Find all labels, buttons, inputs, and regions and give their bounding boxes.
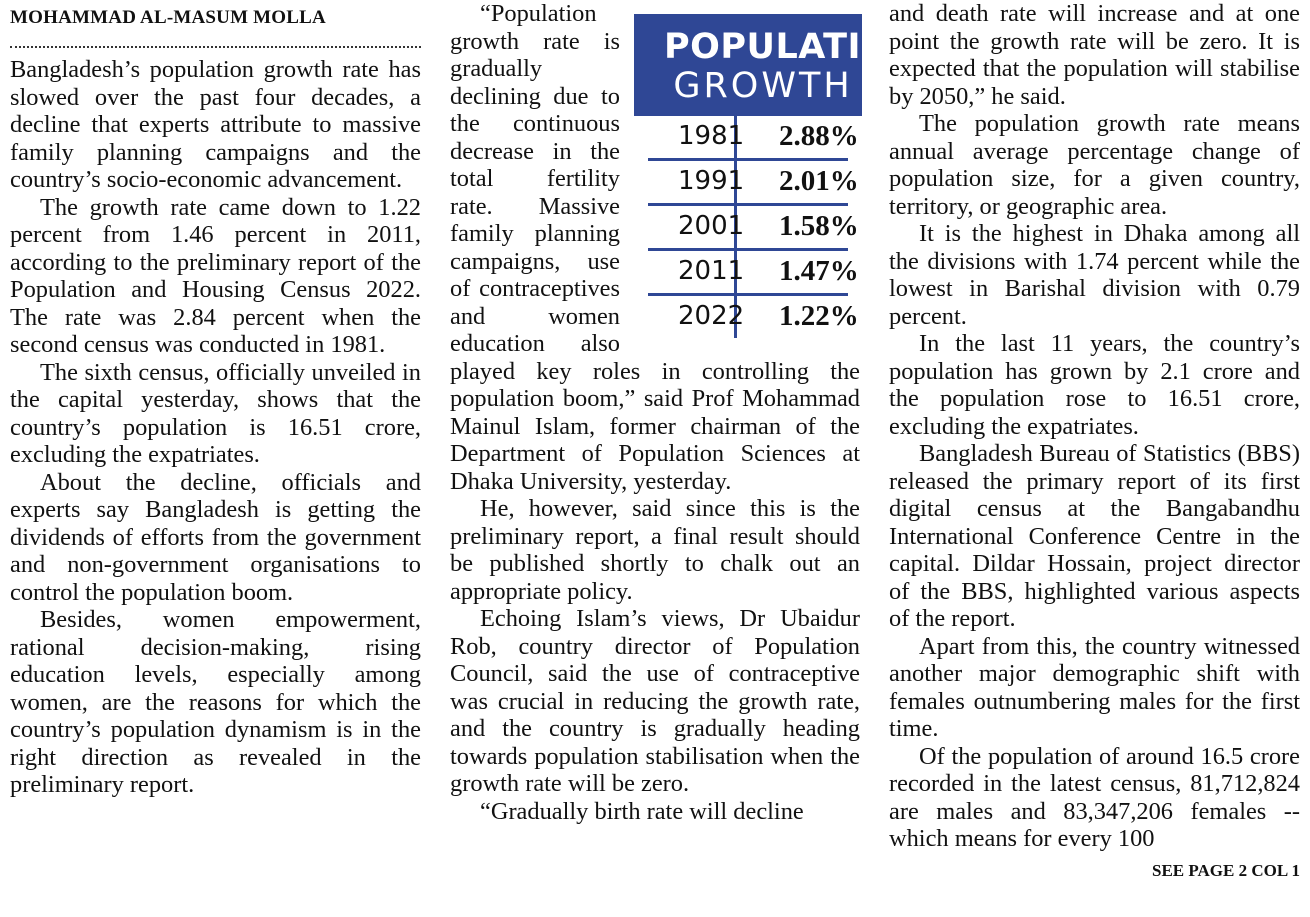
infographic-row-2022 xyxy=(648,296,859,338)
infographic-header xyxy=(634,14,922,116)
paragraph-text: “Population growth rate is gradually declining due to the continuous decrease in the total fertility rate. Massive family planning campaigns, use of contraceptives and women education also played key roles in controlling the population boom,” said Prof Mohammad Mainul Islam, former chairman of the Department of Population Sciences at Dhaka University, yesterday. xyxy=(450,0,860,495)
paragraph: In the last 11 years, the country’s population has grown by 2.1 crore and the population rose to 16.51 crore, excluding the expatriates. xyxy=(889,330,1300,440)
paragraph: Bangladesh’s population growth rate has slowed over the past four decades, a decline that experts attribute to massive family planning campaigns and the country’s socio-economic advancement. xyxy=(10,56,421,193)
row-rate: 2.88% xyxy=(779,120,859,153)
row-year: 2022 xyxy=(648,296,737,338)
paragraph: Apart from this, the country witnessed another major demographic shift with females outnumbering males for the first time. xyxy=(889,632,1300,742)
population-growth-infographic xyxy=(634,14,922,338)
paragraph: The population growth rate means annual average percentage change of population size, for a given country, territory, or geographic area. xyxy=(889,110,1300,220)
paragraph xyxy=(450,0,922,495)
paragraph: “Gradually birth rate will decline xyxy=(480,797,804,825)
paragraph: About the decline, officials and experts say Bangladesh is getting the dividends of efforts from the government and non-government organisations to control the population boom. xyxy=(10,468,421,606)
paragraph: The sixth census, officially unveiled in the capital yesterday, shows that the country’s population is 16.51 crore, excluding the expatriates. xyxy=(10,358,421,468)
paragraph: It is the highest in Dhaka among all the divisions with 1.74 percent while the lowest in Barishal division with 0.79 percent. xyxy=(889,220,1300,330)
paragraph: Bangladesh Bureau of Statistics (BBS) released the primary report of its first digital census at the Bangabandhu International Conference Centre in the capital. Dildar Hossain, project director of the BBS, highlighted various aspects of the report. xyxy=(889,440,1300,632)
article-column-3 xyxy=(889,0,1300,884)
paragraph: Echoing Islam’s views, Dr Ubaidur Rob, country director of Population Council, said the use of contraceptive was crucial in reducing the growth rate, and the country is gradually heading towards population stabilisation when the growth rate will be zero. xyxy=(450,605,860,797)
row-rate: 2.01% xyxy=(779,165,859,198)
row-year: 2001 xyxy=(648,206,737,248)
row-rate: 1.22% xyxy=(779,300,859,333)
continued-on-page-link[interactable]: SEE PAGE 2 COL 1 xyxy=(1152,860,1300,880)
infographic-row-1981 xyxy=(648,116,859,161)
row-rate: 1.58% xyxy=(779,210,859,243)
infographic-row-2001 xyxy=(648,206,859,251)
paragraph: Besides, women empowerment, rational decision-making, rising education levels, especially among women, are the reasons for which the country’s population dynamism is in the right direction as revealed in the preliminary report. xyxy=(10,606,421,798)
row-year: 1981 xyxy=(648,116,737,158)
dotted-divider xyxy=(10,46,421,48)
article-column-1 xyxy=(10,0,421,799)
paragraph: Of the population of around 16.5 crore recorded in the latest census, 81,712,824 are males and 83,347,206 females -- which means for every 100 xyxy=(889,742,1300,852)
paragraph: He, however, said since this is the preliminary report, a final result should be published shortly to chalk out an appropriate policy. xyxy=(450,495,860,605)
row-year: 1991 xyxy=(648,161,737,203)
article-column-2 xyxy=(450,0,922,825)
paragraph-continuation: and death rate will increase and at one point the growth rate will be zero. It is expected that the population will stabilise by 2050,” he said. xyxy=(889,0,1300,110)
byline: MOHAMMAD AL-MASUM MOLLA xyxy=(10,7,326,28)
infographic-row-2011 xyxy=(648,251,859,296)
infographic-subtitle: GROWTH xyxy=(673,66,853,106)
row-rate: 1.47% xyxy=(779,255,859,288)
infographic-title: POPULATION xyxy=(664,27,922,67)
infographic-row-1991 xyxy=(648,161,859,206)
paragraph: The growth rate came down to 1.22 percent from 1.46 percent in 2011, according to the preliminary report of the Population and Housing Census 2022. The rate was 2.84 percent when the second census was conducted in 1981. xyxy=(10,193,421,358)
row-year: 2011 xyxy=(648,251,737,293)
